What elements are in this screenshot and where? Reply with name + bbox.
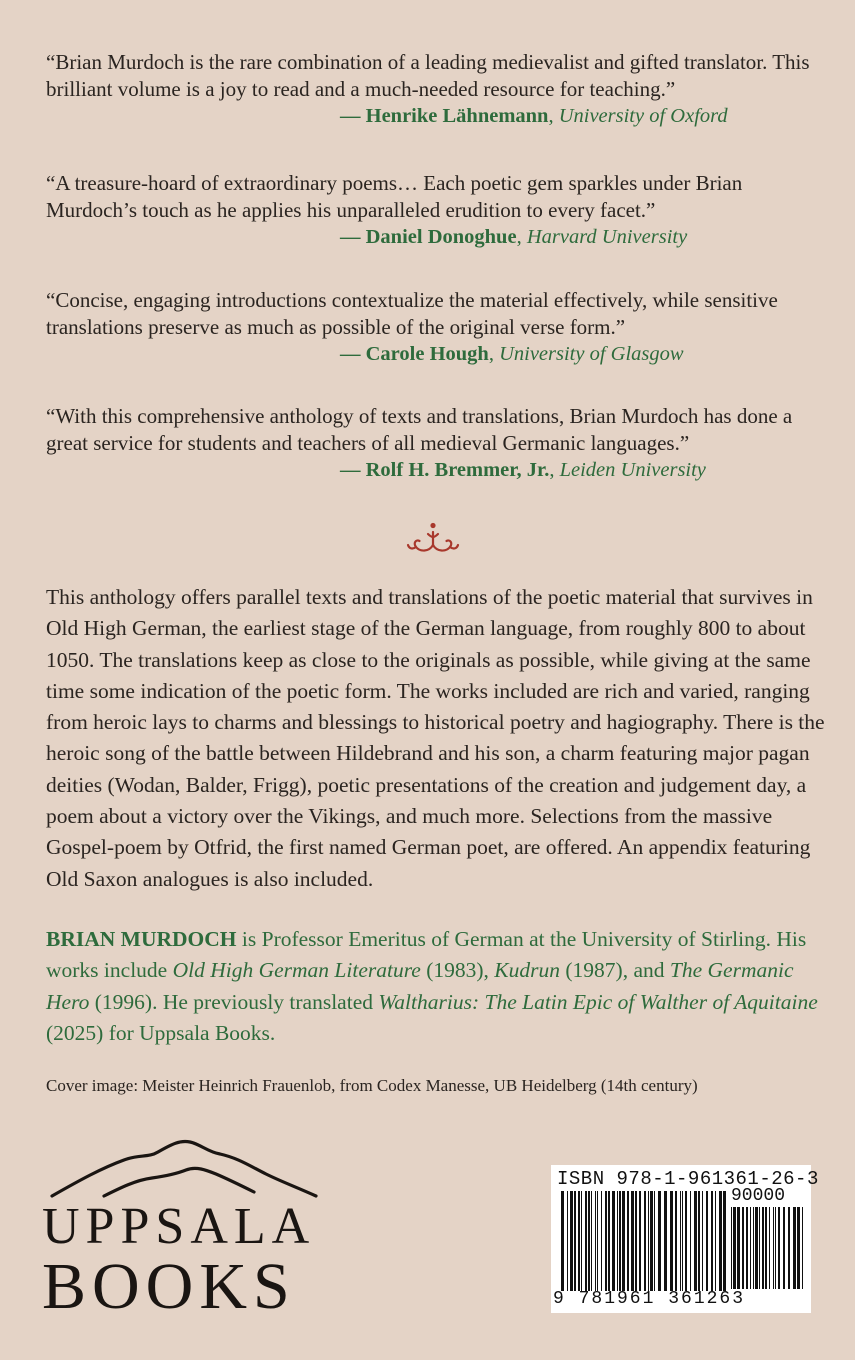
blurb-quote	[46, 170, 826, 251]
work-title: Waltharius: The Latin Epic of Walther of Aquitaine	[378, 989, 818, 1014]
work-title: Kudrun	[494, 958, 561, 983]
reviewer-name: Daniel Donoghue	[365, 226, 517, 248]
isbn-label: ISBN 978-1-961361-26-3	[557, 1168, 819, 1190]
attribution-dash: —	[340, 459, 361, 481]
reviewer-institution: University of Oxford	[558, 105, 728, 127]
quote-attribution	[46, 224, 826, 251]
attribution-dash: —	[340, 343, 361, 365]
attribution-dash: —	[340, 105, 361, 127]
mountain-logo-icon	[40, 1134, 340, 1204]
attribution-separator: ,	[516, 226, 522, 248]
quote-text: “With this comprehensive anthology of texts and translations, Brian Murdoch has done a great service for students and teachers of all medieval Germanic languages.”	[46, 404, 793, 455]
bio-text: (1983),	[420, 958, 495, 983]
ean-barcode-bars	[561, 1191, 727, 1291]
bio-text: (1987), and	[560, 958, 670, 983]
quote-text: “Concise, engaging introductions contextualize the material effectively, while sensitive translations preserve as much as possible of the original verse form.”	[46, 288, 778, 339]
publisher-logo	[40, 1134, 340, 1324]
quote-attribution	[46, 341, 826, 368]
publisher-name-line2: BOOKS	[42, 1250, 296, 1323]
work-title: The Germanic Hero	[46, 958, 794, 1014]
attribution-separator: ,	[548, 105, 554, 127]
reviewer-institution: University of Glasgow	[499, 343, 684, 365]
quote-attribution	[46, 103, 826, 130]
ean-digits: 9 781961 361263	[553, 1289, 746, 1309]
isbn-barcode	[551, 1165, 819, 1313]
bio-text: (1996). He previously translated	[89, 989, 379, 1014]
work-title: Old High German Literature	[172, 958, 421, 983]
attribution-separator: ,	[549, 459, 555, 481]
reviewer-institution: Leiden University	[559, 459, 706, 481]
reviewer-name: Carole Hough	[365, 343, 489, 365]
addon-barcode-bars	[731, 1207, 805, 1289]
price-code: 90000	[731, 1186, 786, 1206]
blurb-quote	[46, 403, 826, 484]
quote-text: “A treasure-hoard of extraordinary poems… Each poetic gem sparkles under Brian Murdoch’s touch as he applies his unparalleled erudition to every facet.”	[46, 171, 743, 222]
quote-attribution	[46, 457, 826, 484]
bio-text: (2025) for Uppsala Books.	[46, 1020, 276, 1045]
attribution-dash: —	[340, 226, 361, 248]
reviewer-name: Henrike Lähnemann	[365, 105, 549, 127]
quote-text: “Brian Murdoch is the rare combination of a leading medievalist and gifted translator. This brilliant volume is a joy to read and a much-needed resource for teaching.”	[46, 50, 810, 101]
reviewer-name: Rolf H. Bremmer, Jr.	[365, 459, 550, 481]
author-bio	[46, 924, 826, 1049]
blurb-quote	[46, 49, 826, 130]
author-name: BRIAN MURDOCH	[46, 927, 237, 951]
bio-text: is Professor Emeritus of German at the University of Stirling. His works include	[46, 927, 807, 983]
book-description: This anthology offers parallel texts and translations of the poetic material that survives in Old High German, the earliest stage of the German language, from roughly 800 to about 1050. The translations keep as close to the originals as possible, while giving at the same time some indication of the poetic form. The works included are rich and varied, ranging from heroic lays to charms and blessings to historical poetry and hagiography. There is the heroic song of the battle between Hildebrand and his son, a charm featuring major pagan deities (Wodan, Balder, Frigg), poetic presentations of the creation and judgement day, a poem about a victory over the Vikings, and much more. Selections from the massive Gospel-poem by Otfrid, the first named German poet, are offered. An appendix featuring Old Saxon analogues is also included.	[46, 585, 825, 891]
ornament-divider-icon	[404, 521, 462, 557]
cover-image-credit: Cover image: Meister Heinrich Frauenlob, from Codex Manesse, UB Heidelberg (14th century)	[46, 1076, 698, 1095]
attribution-separator: ,	[488, 343, 494, 365]
reviewer-institution: Harvard University	[526, 226, 688, 248]
publisher-name-line1: UPPSALA	[42, 1198, 316, 1255]
blurb-quote	[46, 287, 826, 368]
